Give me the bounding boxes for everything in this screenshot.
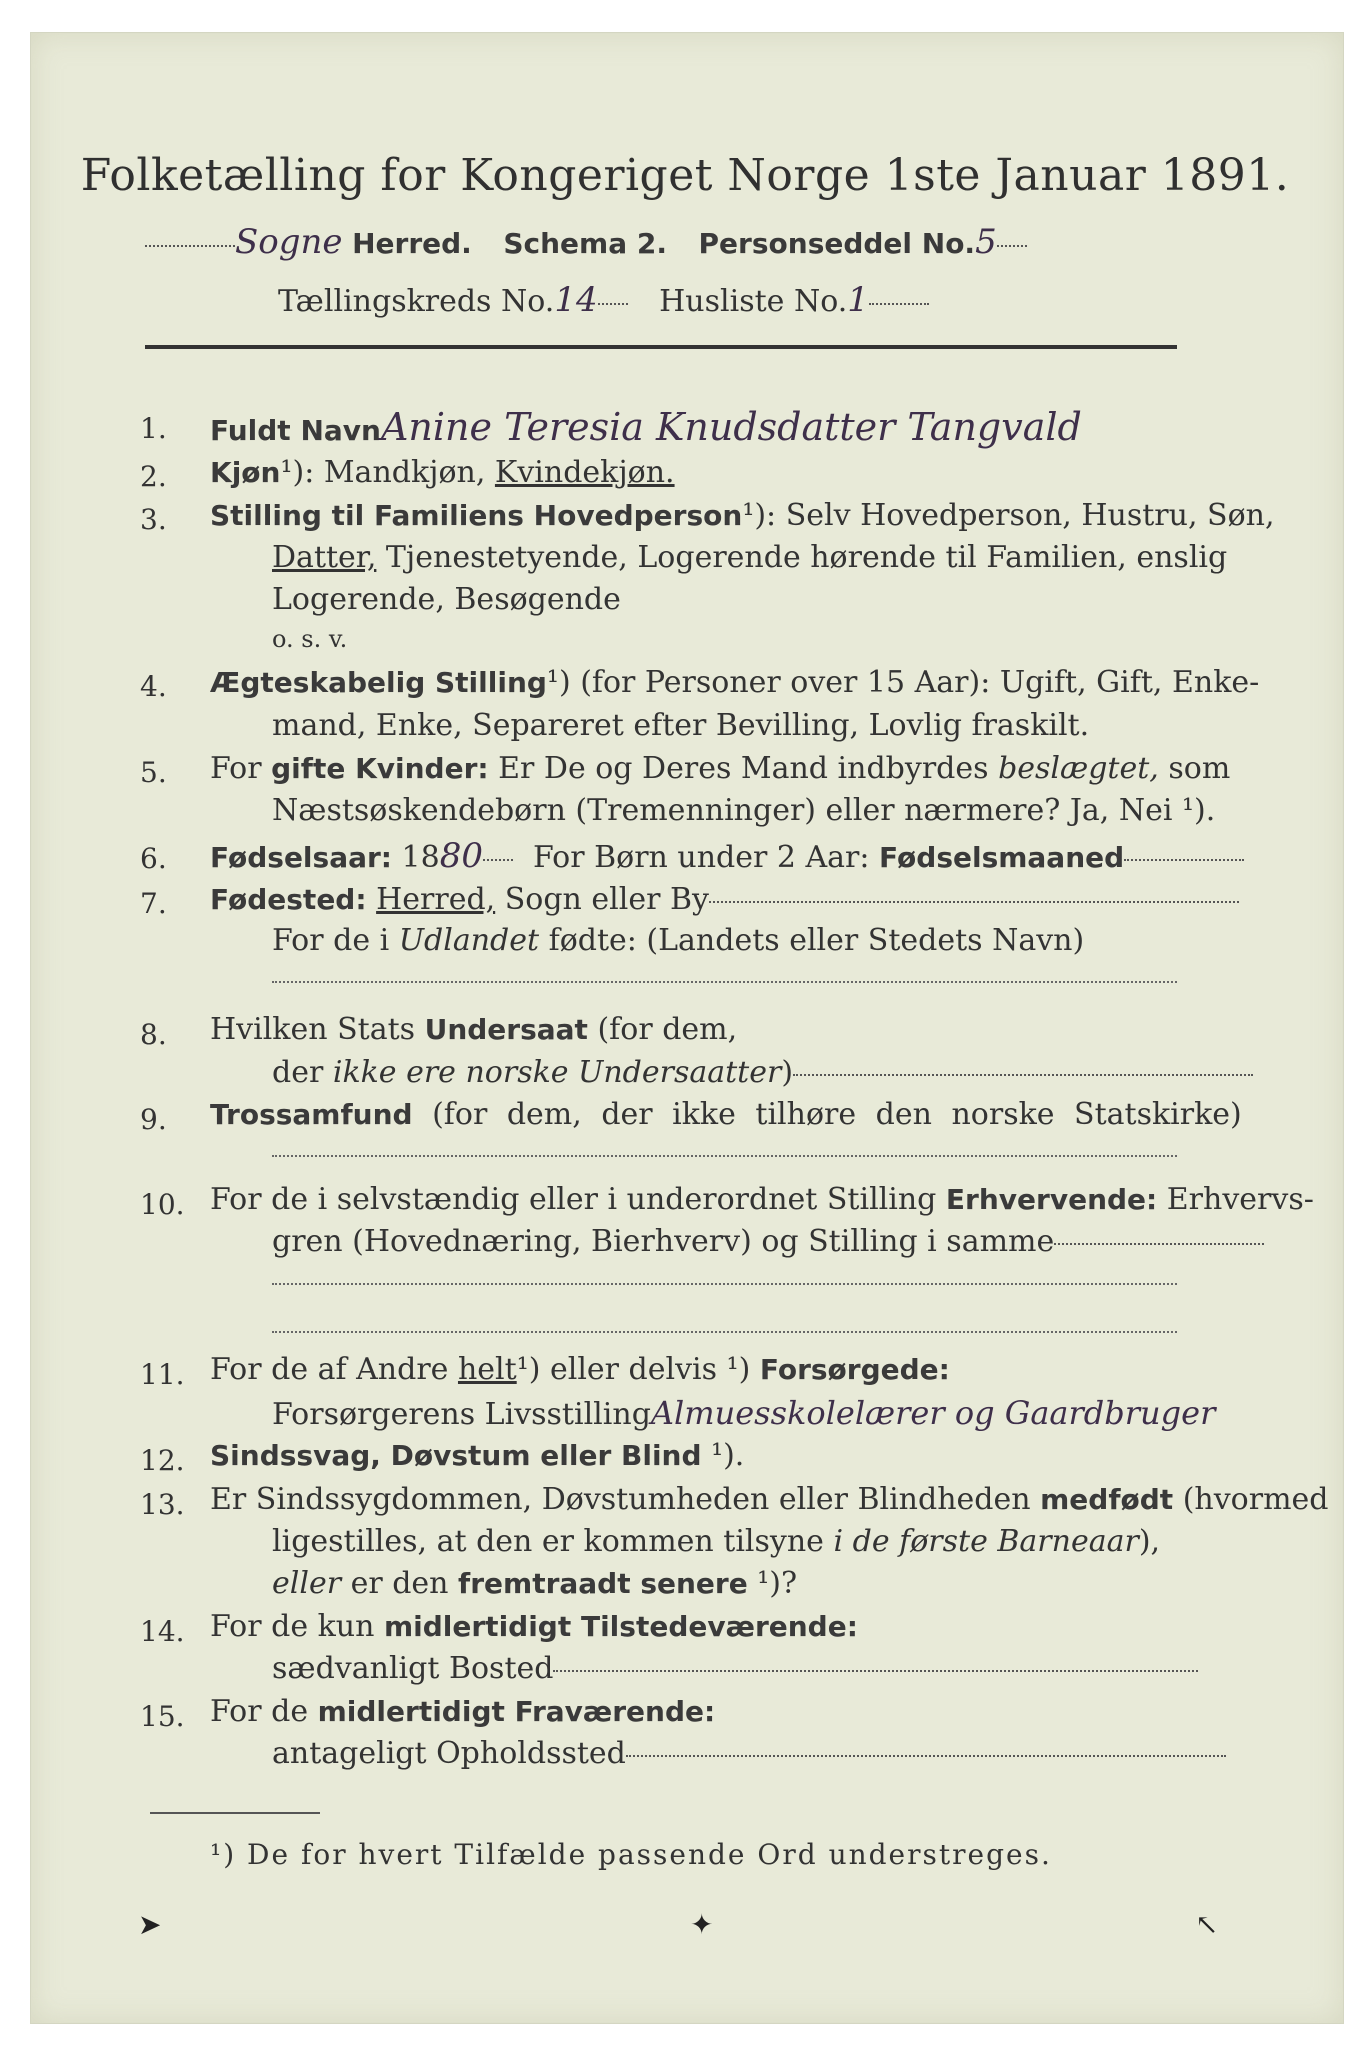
label: Ægteskabelig Stilling xyxy=(210,666,547,699)
text: For xyxy=(210,751,272,786)
label: fremtraadt senere xyxy=(458,1567,748,1600)
text: ¹): Mandkjøn, xyxy=(280,455,495,490)
registration-mark-icon: ➤ xyxy=(138,1908,162,1941)
selected-birthplace: Herred, xyxy=(376,882,496,917)
text: fødte: (Landets eller Stedets Navn) xyxy=(539,923,1085,958)
personseddel-label: Personseddel No. xyxy=(698,227,976,260)
item-number: 9. xyxy=(140,1103,167,1136)
tellingskreds-label: Tællingskreds No. xyxy=(278,284,555,319)
husliste-value: 1 xyxy=(847,280,869,320)
label: Stilling til Familiens Hovedperson xyxy=(210,499,743,532)
text: der xyxy=(272,1055,333,1090)
text: ¹)? xyxy=(747,1566,798,1601)
item-temporary-absent-line2 xyxy=(272,1736,1226,1771)
item-supported xyxy=(210,1352,950,1387)
label: Fuldt Navn xyxy=(210,414,381,447)
selected-sex: Kvindekjøn. xyxy=(494,455,675,490)
item-number: 12. xyxy=(140,1444,185,1477)
text: ) xyxy=(781,1055,794,1090)
text: antageligt Opholdssted xyxy=(272,1736,626,1771)
registration-mark-icon: ↖ xyxy=(1195,1908,1219,1941)
item-number: 1. xyxy=(140,412,167,445)
text: ligestilles, at den er kommen tilsyne xyxy=(272,1524,834,1559)
item-temporary-present xyxy=(210,1609,858,1644)
text: beslægtet, xyxy=(998,751,1159,786)
footnote: ¹) De for hvert Tilfælde passende Ord understreges. xyxy=(210,1838,1052,1871)
label: medfødt xyxy=(1040,1483,1174,1516)
text: som xyxy=(1158,751,1231,786)
label: Sindssvag, Døvstum eller Blind xyxy=(210,1439,702,1472)
item-married-women xyxy=(210,751,1230,786)
text: Sogn eller By xyxy=(495,882,709,917)
text: For de kun xyxy=(210,1609,384,1644)
label: Undersaat xyxy=(424,1013,588,1046)
item-number: 3. xyxy=(140,503,167,536)
herred-value: Sogne xyxy=(235,222,343,262)
item-congenital xyxy=(210,1482,1329,1517)
text: 18 xyxy=(392,840,440,875)
selected-position: Datter, xyxy=(272,540,377,575)
label: Erhvervende: xyxy=(945,1183,1158,1216)
text: Udlandet xyxy=(398,923,540,958)
text: gren (Hovednæring, Bierhverv) og Stilling i samme xyxy=(272,1224,1055,1259)
item-temporary-present-line2 xyxy=(272,1651,1198,1686)
text: eller xyxy=(272,1566,342,1601)
item-number: 15. xyxy=(140,1700,185,1733)
item-number: 14. xyxy=(140,1615,185,1648)
provider-occupation-value: Almuesskolelærer og Gaardbruger xyxy=(650,1394,1216,1432)
item-birthplace-line2 xyxy=(272,923,1084,958)
text: er den xyxy=(341,1566,459,1601)
label: Kjøn xyxy=(210,456,281,489)
form-title: Folketælling for Kongeriget Norge 1ste Januar 1891. xyxy=(80,150,1290,201)
item-number: 11. xyxy=(140,1358,185,1391)
full-name-value: Anine Teresia Knudsdatter Tangvald xyxy=(380,405,1082,449)
item-temporary-absent xyxy=(210,1694,715,1729)
item-occupation xyxy=(210,1182,1314,1217)
item-family-position-line2 xyxy=(272,540,1227,575)
dotted-line xyxy=(272,1154,1177,1157)
item-sex xyxy=(210,455,675,490)
text: Forsørgerens Livsstilling xyxy=(272,1397,651,1432)
registration-mark-icon: ✦ xyxy=(690,1908,714,1941)
label: Fødselsaar: xyxy=(210,841,392,874)
item-number: 13. xyxy=(140,1488,185,1521)
item-disability xyxy=(210,1438,744,1473)
item-marital-status xyxy=(210,665,1259,700)
husliste-label: Husliste No. xyxy=(659,284,848,319)
text: (hvormed xyxy=(1173,1482,1329,1517)
text: Tjenestetyende, Logerende hørende til Familien, enslig xyxy=(376,540,1228,575)
text: For de xyxy=(210,1694,318,1729)
text: For de i xyxy=(272,923,399,958)
item-number: 8. xyxy=(140,1018,167,1051)
label: midlertidigt Fraværende: xyxy=(317,1695,716,1728)
text: Hvilken Stats xyxy=(210,1012,425,1047)
item-birthplace xyxy=(210,882,1239,917)
text: i de første Barneaar xyxy=(833,1524,1139,1559)
item-number: 7. xyxy=(140,887,167,920)
text: ikke ere norske Undersaatter xyxy=(332,1055,782,1090)
text: Næstsøskendebørn (Tremenninger) eller nærmere? Ja, Nei ¹). xyxy=(272,793,1216,828)
text: Erhvervs- xyxy=(1157,1182,1314,1217)
text: For de i selvstændig eller i underordnet Stilling xyxy=(210,1182,946,1217)
text: (for dem, xyxy=(587,1012,738,1047)
item-number: 5. xyxy=(140,756,167,789)
label: gifte Kvinder: xyxy=(271,752,489,785)
item-number: 4. xyxy=(140,670,167,703)
item-number: 6. xyxy=(140,842,167,875)
item-congenital-line3 xyxy=(272,1566,797,1601)
tellingskreds-line xyxy=(278,280,929,320)
schema-label: Schema 2. xyxy=(503,227,667,260)
item-citizenship xyxy=(210,1012,737,1047)
label: Trossamfund xyxy=(210,1098,413,1131)
text: ), xyxy=(1138,1524,1161,1559)
text: For Børn under 2 Aar: xyxy=(532,840,880,875)
label: Fødested: xyxy=(210,883,367,916)
item-religion xyxy=(210,1097,1242,1132)
text: ¹): Selv Hovedperson, Hustru, Søn, xyxy=(742,498,1275,533)
item-occupation-line2 xyxy=(272,1224,1264,1259)
selected-supported: helt xyxy=(457,1352,517,1387)
item-number: 2. xyxy=(140,460,167,493)
text: sædvanligt Bosted xyxy=(272,1651,554,1686)
personseddel-value: 5 xyxy=(975,222,997,262)
label: midlertidigt Tilstedeværende: xyxy=(383,1610,858,1643)
dotted-line xyxy=(272,1330,1177,1333)
herred-label: Herred. xyxy=(352,227,472,260)
label: Forsørgede: xyxy=(759,1353,950,1386)
tellingskreds-value: 14 xyxy=(554,280,598,320)
header-rule xyxy=(145,345,1177,349)
label: Fødselsmaaned xyxy=(879,841,1125,874)
item-birth-year xyxy=(210,836,1244,876)
text: Logerende, Besøgende xyxy=(272,582,621,617)
item-full-name xyxy=(210,405,1082,449)
item-citizenship-line2 xyxy=(272,1055,1253,1090)
item-congenital-line2 xyxy=(272,1524,1160,1559)
text: mand, Enke, Separeret efter Bevilling, Lovlig fraskilt. xyxy=(272,708,1090,743)
text: (for dem, der ikke tilhøre den norske Statskirke) xyxy=(412,1097,1242,1132)
text: ¹) eller delvis ¹) xyxy=(516,1352,760,1387)
footnote-rule xyxy=(150,1812,320,1814)
text: Er De og Deres Mand indbyrdes xyxy=(488,751,999,786)
item-supported-line2 xyxy=(272,1394,1215,1432)
item-family-position xyxy=(210,498,1275,533)
text: o. s. v. xyxy=(272,625,348,653)
text: For de af Andre xyxy=(210,1352,458,1387)
text: ¹). xyxy=(701,1438,745,1473)
dotted-line xyxy=(272,1282,1177,1285)
text: ¹) (for Personer over 15 Aar): Ugift, Gift, Enke- xyxy=(546,665,1260,700)
text: Er Sindssygdommen, Døvstumheden eller Blindheden xyxy=(210,1482,1041,1517)
item-number: 10. xyxy=(140,1188,185,1221)
herred-line xyxy=(145,222,1027,262)
dotted-line xyxy=(272,980,1177,983)
birth-year-value: 80 xyxy=(439,836,483,876)
